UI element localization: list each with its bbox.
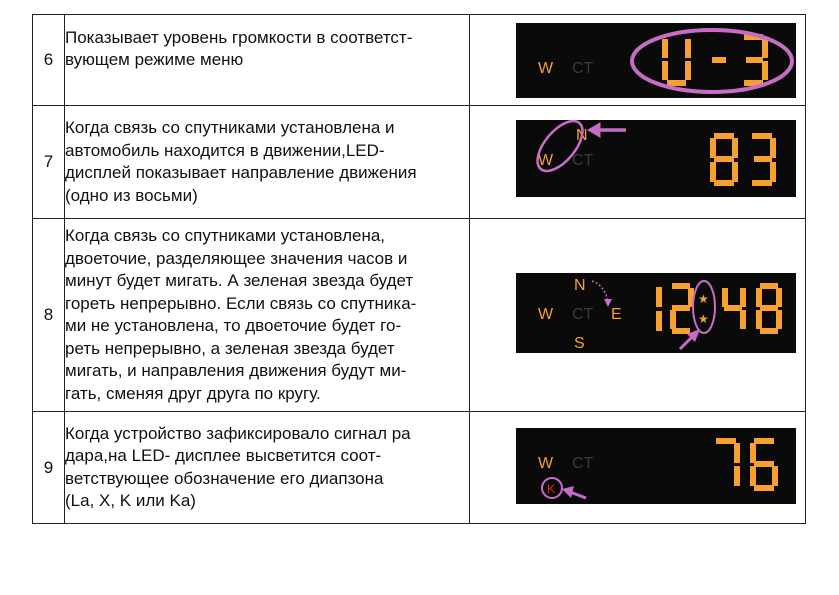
west-indicator: W <box>538 152 554 169</box>
north-indicator: N <box>574 277 586 294</box>
display-cell <box>470 412 806 524</box>
description-line: гать, сменяя друг друга по кругу. <box>65 383 321 403</box>
description-line: дисплей показывает направление движения <box>65 163 417 182</box>
row-number: 8 <box>33 219 65 412</box>
north-indicator: N <box>576 127 588 144</box>
city-indicator: CT <box>572 455 594 472</box>
row-number: 6 <box>33 15 65 106</box>
digits-volume <box>662 34 768 86</box>
digits-clock <box>656 283 782 334</box>
south-indicator: S <box>574 335 585 352</box>
table-row <box>33 15 806 106</box>
display-cell <box>470 15 806 106</box>
digits-speed <box>710 133 776 186</box>
arrow-up-left-icon <box>562 486 586 498</box>
description-line: дара,на LED- дисплее высветится соот- <box>65 446 382 465</box>
arrow-left-icon <box>588 123 626 137</box>
row-number: 9 <box>33 412 65 524</box>
display-cell <box>470 106 806 219</box>
city-indicator: CT <box>572 60 594 77</box>
row-description <box>65 106 470 219</box>
row-number: 7 <box>33 106 65 219</box>
west-indicator: W <box>538 306 554 323</box>
description-line: ми не установлена, то двоеточие будет го- <box>65 316 402 335</box>
band-indicator: K <box>547 482 556 496</box>
description-line: автомобиль находится в движении,LED- <box>65 140 385 160</box>
led-display-clock <box>516 273 796 353</box>
rotation-arrow-icon <box>592 281 608 301</box>
table-row <box>33 219 806 412</box>
description-line: двоеточие, разделяющее значения часов и <box>65 248 408 268</box>
star-icon: ★ <box>698 312 709 326</box>
city-indicator: CT <box>572 152 594 169</box>
description-line: реть непрерывно, а зеленая звезда будет <box>65 338 395 358</box>
row-description <box>65 412 470 524</box>
description-line: Когда связь со спутниками установлена, <box>65 226 386 245</box>
description-line: вующем режиме меню <box>65 50 244 69</box>
display-cell <box>470 219 806 412</box>
led-display-volume <box>516 23 796 98</box>
instruction-table <box>32 14 806 524</box>
row-description <box>65 15 470 106</box>
description-line: Показывает уровень громкости в соответст- <box>65 27 413 47</box>
row-description <box>65 219 470 412</box>
description-line: минут будет мигать. А зеленая звезда будет <box>65 271 414 290</box>
description-line: гореть непрерывно. Если связь со спутника- <box>65 293 417 313</box>
west-indicator: W <box>538 60 554 77</box>
east-indicator: E <box>611 306 622 323</box>
table-row <box>33 412 806 524</box>
description-line: (La, X, K или Ka) <box>65 491 196 510</box>
description-line: мигать, и направления движения будут ми- <box>65 361 407 380</box>
highlight-ellipse <box>529 120 591 179</box>
description-line: Когда связь со спутниками установлена и <box>65 118 395 137</box>
west-indicator: W <box>538 455 554 472</box>
description-line: ветствующее обозначение его диапзона <box>65 468 384 488</box>
led-display-direction <box>516 120 796 197</box>
description-line: (одно из восьми) <box>65 185 198 205</box>
table-row <box>33 106 806 219</box>
city-indicator: CT <box>572 306 594 323</box>
digits-radar <box>716 438 778 491</box>
led-display-radar <box>516 428 796 504</box>
description-line: Когда устройство зафиксировало сигнал ра <box>65 423 411 443</box>
star-icon: ★ <box>698 292 709 306</box>
